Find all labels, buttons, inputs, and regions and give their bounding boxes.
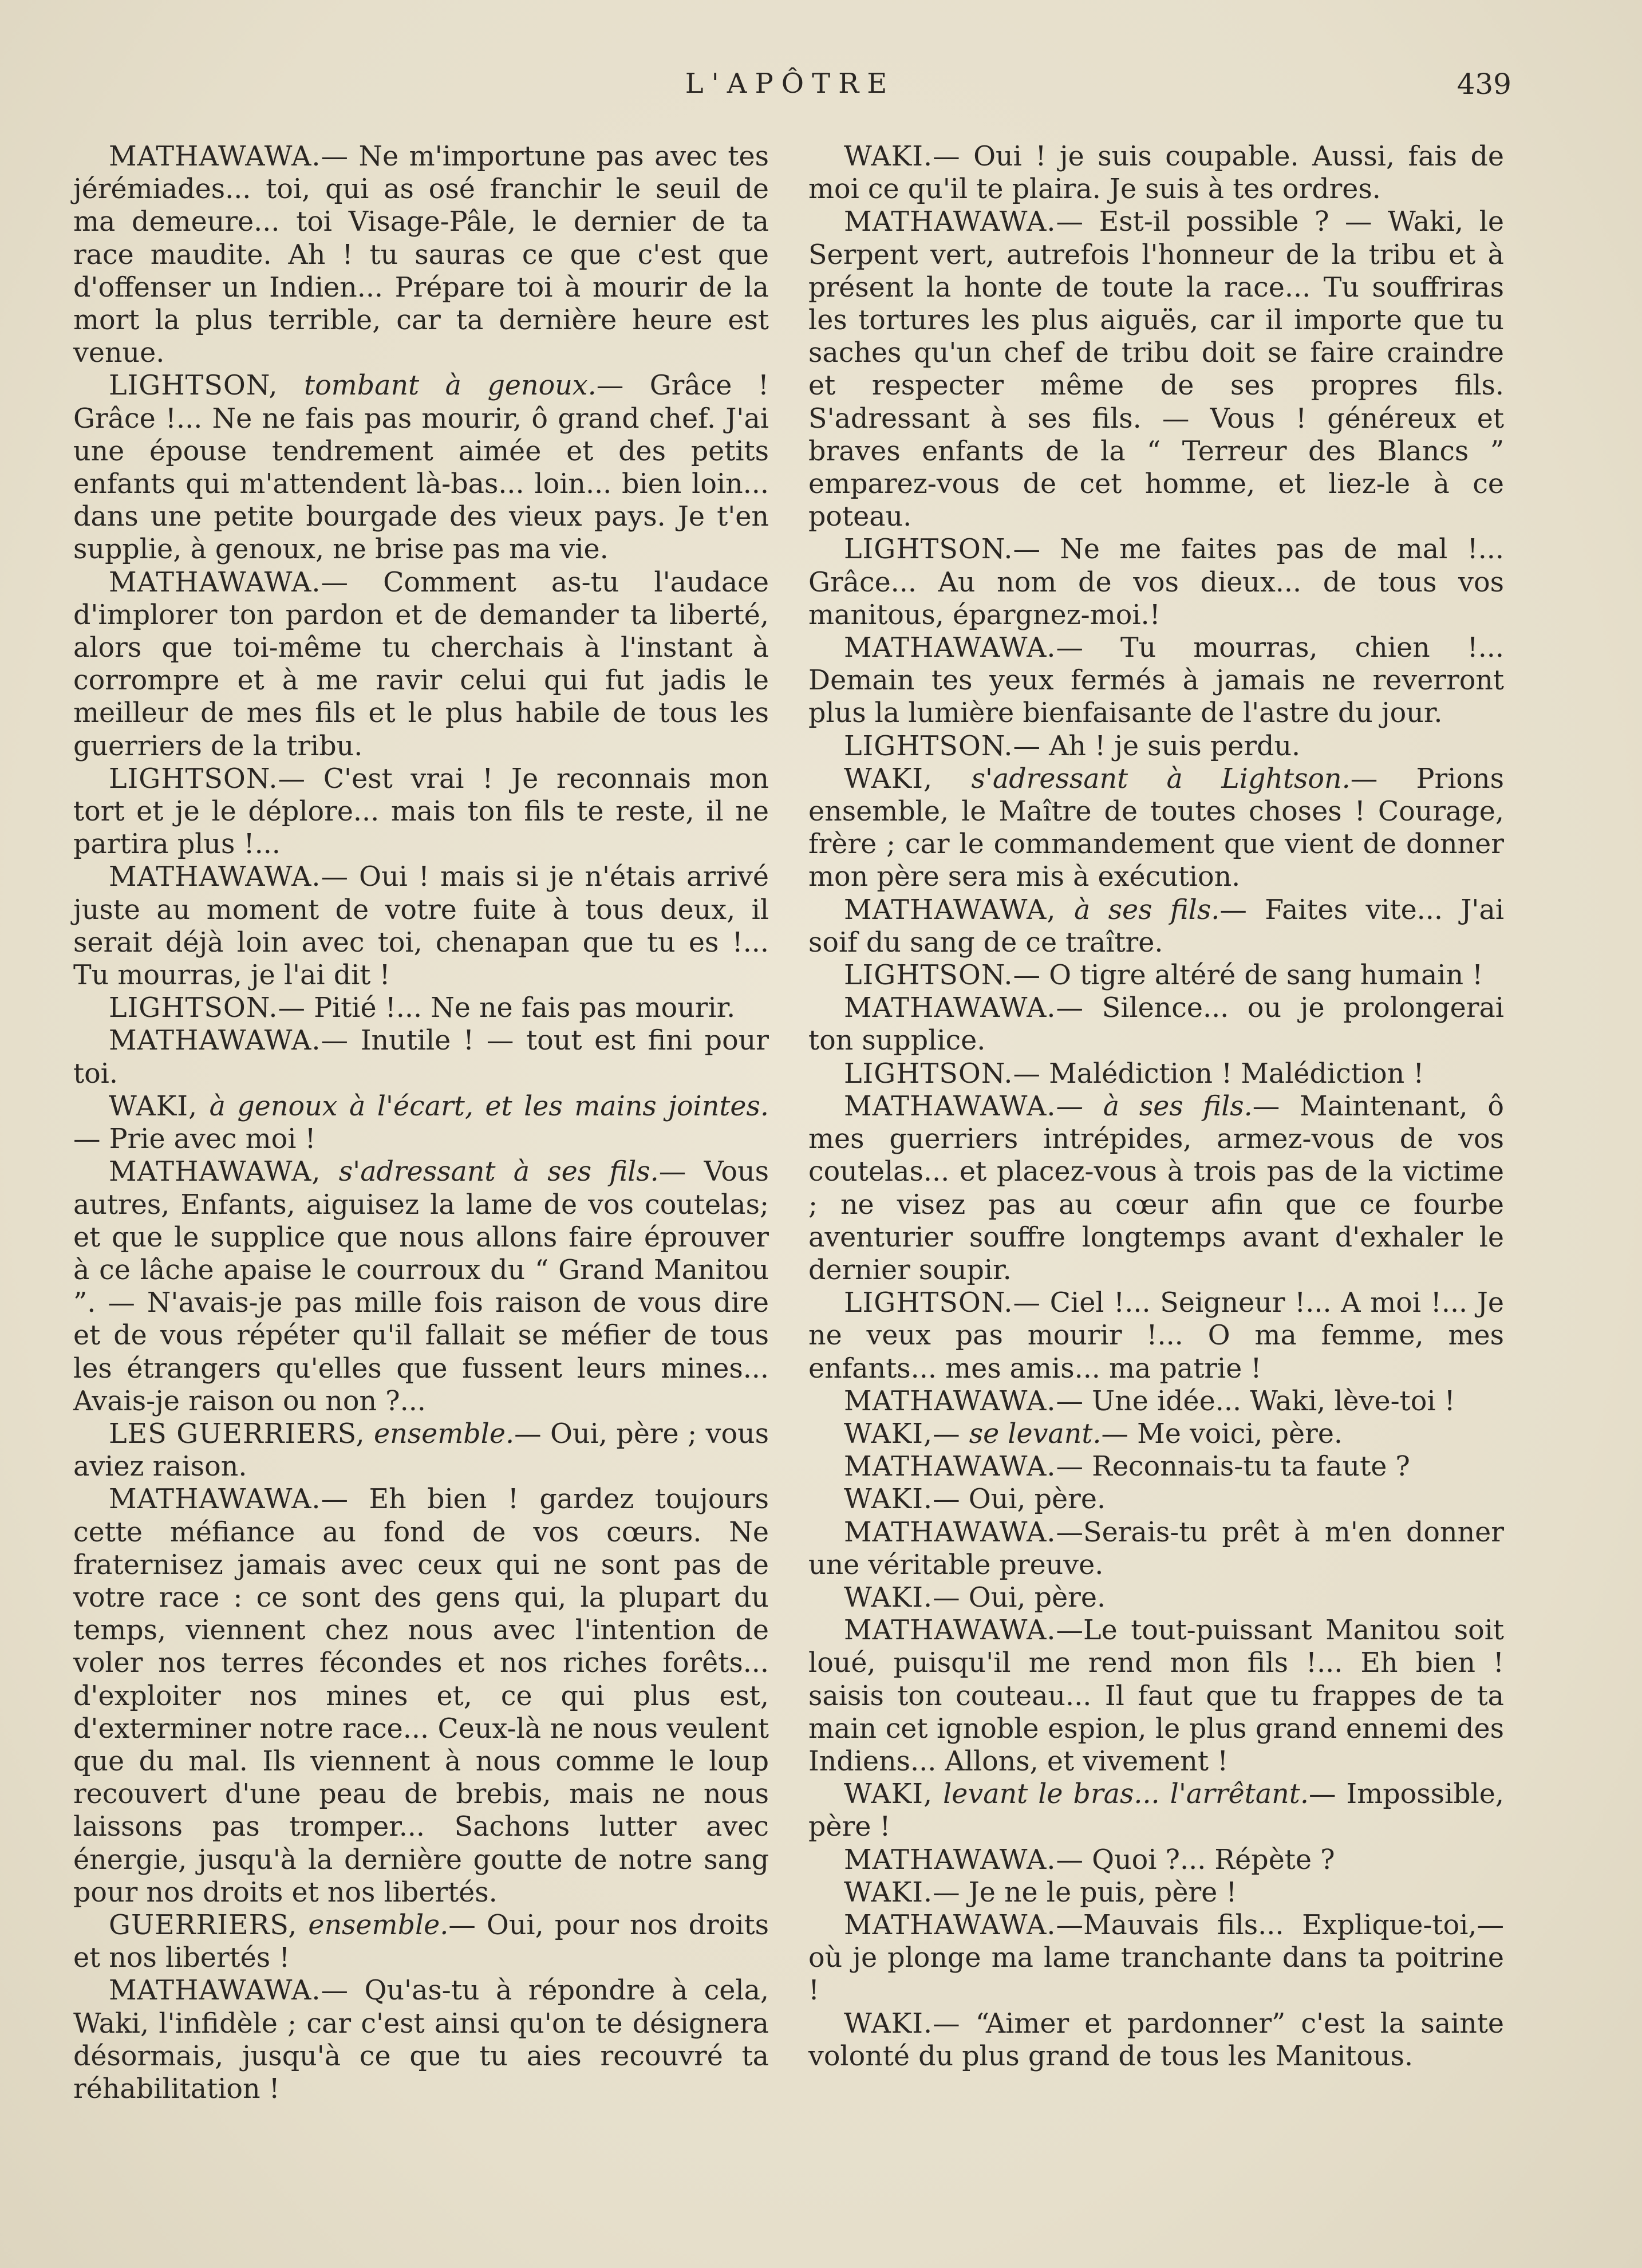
dialogue-paragraph — [808, 894, 1504, 959]
dialogue-text: — Ciel !... Seigneur !... A moi !... Je ne veux pas mourir !... O ma femme, mes enfants... mes amis... ma patrie ! — [808, 1287, 1504, 1385]
dialogue-text: —Mauvais fils... Explique-toi,—où je plonge ma lame tranchante dans ta poitrine ! — [808, 1909, 1504, 2007]
dialogue-text: — Ah ! je suis perdu. — [1013, 730, 1301, 762]
dialogue-text: — Oui ! mais si je n'étais arrivé juste au moment de votre fuite à tous deux, il serait déjà loin avec toi, chenapan que tu es !... Tu mourras, je l'ai dit ! — [73, 861, 769, 992]
speaker-name: MATHAWAWA. — [844, 1385, 1056, 1417]
speaker-name: WAKI. — [844, 2007, 933, 2040]
dialogue-text: — Qu'as-tu à répondre à cela, Waki, l'infidèle ; car c'est ainsi qu'on te désignera désormais, jusqu'à ce que tu aies recouvré ta réhabilitation ! — [73, 1975, 769, 2105]
dialogue-paragraph — [73, 861, 769, 992]
dialogue-text: — Me voici, père. — [1101, 1418, 1343, 1450]
speaker-name: MATHAWAWA. — [109, 1025, 321, 1057]
speaker-name: MATHAWAWA. — [109, 1484, 321, 1516]
dialogue-paragraph — [808, 992, 1504, 1057]
stage-direction: ensemble. — [365, 1418, 515, 1450]
speaker-name: MATHAWAWA. — [109, 861, 321, 893]
stage-direction: — à ses fils. — [1056, 1090, 1253, 1122]
speaker-name: WAKI. — [844, 141, 933, 172]
stage-direction: levant le bras... l'arrêtant. — [933, 1778, 1309, 1811]
speaker-name: MATHAWAWA. — [109, 141, 321, 172]
dialogue-text: — O tigre altéré de sang humain ! — [1013, 960, 1483, 992]
dialogue-paragraph — [808, 2007, 1504, 2073]
speaker-name: WAKI, — [109, 1090, 198, 1122]
dialogue-text: — Je ne le puis, père ! — [933, 1876, 1237, 1908]
dialogue-paragraph — [73, 1090, 769, 1155]
speaker-name: MATHAWAWA, — [844, 894, 1056, 926]
dialogue-text: — Comment as-tu l'audace d'implorer ton pardon et de demander ta liberté, alors que toi-même tu cherchais à l'instant à corrompre et à me ravir celui qui fut jadis le meilleur de mes fils et le plus habile de tous les guerriers de la tribu. — [73, 566, 769, 762]
dialogue-text: — Grâce ! Grâce !... Ne ne fais pas mourir, ô grand chef. J'ai une épouse tendrement aimée et des petits enfants qui m'attendent là-bas... loin... bien loin... dans une petite bourgade des vieux pays. Je t'en supplie, à genoux, ne brise pas ma vie. — [73, 370, 769, 566]
dialogue-paragraph — [73, 1418, 769, 1483]
dialogue-paragraph — [73, 1483, 769, 1909]
dialogue-text: — Pitié !... Ne ne fais pas mourir. — [278, 992, 736, 1024]
dialogue-paragraph — [808, 730, 1504, 763]
dialogue-paragraph — [808, 959, 1504, 992]
speaker-name: MATHAWAWA. — [844, 632, 1056, 664]
dialogue-paragraph — [808, 1614, 1504, 1778]
stage-direction: s'adressant à Lightson. — [933, 763, 1351, 795]
dialogue-paragraph — [808, 1090, 1504, 1287]
speaker-name: MATHAWAWA. — [109, 566, 321, 598]
dialogue-paragraph — [73, 1974, 769, 2105]
speaker-name: WAKI. — [844, 1581, 933, 1614]
dialogue-text: — Malédiction ! Malédiction ! — [1013, 1058, 1424, 1090]
dialogue-text: — Vous autres, Enfants, aiguisez la lame de vos coutelas; et que le supplice que nous allons faire éprouver à ce lâche apaise le courroux du “ Grand Manitou ”. — N'avais-je pas mille fois raison de vous dire et de vous répéter qu'il fallait se méfier de tous les étrangers qu'elles que fussent leurs mines... Avais-je raison ou non ?... — [73, 1156, 769, 1417]
stage-direction: se levant. — [960, 1418, 1102, 1450]
speaker-name: LES GUERRIERS, — [109, 1418, 365, 1450]
dialogue-paragraph — [73, 140, 769, 369]
dialogue-text: — Eh bien ! gardez toujours cette méfiance au fond de vos cœurs. Ne fraternisez jamais avec ceux qui ne sont pas de votre race : ce sont des gens qui, la plupart du temps, viennent chez nous avec l'intention de voler nos terres fécondes et nos riches forêts... d'exploiter nos mines et, ce qui plus est, d'exterminer notre race... Ceux-là ne nous veulent que du mal. Ils viennent à nous comme le loup recouvert d'une peau de brebis, mais ne nous laissons pas tromper... Sachons lutter avec énergie, jusqu'à la dernière goutte de notre sang pour nos droits et nos libertés. — [73, 1484, 769, 1908]
speaker-name: LIGHTSON. — [109, 992, 278, 1024]
stage-direction: à ses fils. — [1056, 894, 1220, 926]
speaker-name: LIGHTSON. — [844, 1287, 1013, 1319]
speaker-name: LIGHTSON, — [109, 370, 278, 402]
dialogue-paragraph — [808, 1581, 1504, 1614]
stage-direction: à genoux à l'écart, et les mains jointes. — [198, 1090, 769, 1122]
dialogue-paragraph — [808, 1418, 1504, 1450]
speaker-name: MATHAWAWA. — [844, 1516, 1056, 1548]
dialogue-paragraph — [808, 1778, 1504, 1843]
speaker-name: MATHAWAWA. — [844, 1090, 1056, 1122]
dialogue-text: — Ne me faites pas de mal !... Grâce... Au nom de vos dieux... de tous vos manitous, épargnez-moi.! — [808, 534, 1504, 631]
speaker-name: WAKI, — [844, 763, 933, 795]
dialogue-text: — “Aimer et pardonner” c'est la sainte volonté du plus grand de tous les Manitous. — [808, 2007, 1504, 2072]
dialogue-text: — Reconnais-tu ta faute ? — [1056, 1451, 1410, 1483]
running-title: L'APÔTRE — [685, 68, 895, 100]
speaker-name: LIGHTSON. — [844, 534, 1013, 566]
dialogue-paragraph — [808, 1385, 1504, 1418]
dialogue-text: — Oui, père. — [933, 1484, 1106, 1516]
speaker-name: MATHAWAWA. — [844, 1844, 1056, 1876]
left-column — [73, 140, 769, 2105]
speaker-name: MATHAWAWA. — [844, 1615, 1056, 1647]
dialogue-paragraph — [73, 566, 769, 763]
page-number: 439 — [1457, 68, 1511, 101]
speaker-name: MATHAWAWA. — [844, 992, 1056, 1024]
dialogue-text: —Le tout-puissant Manitou soit loué, puisqu'il me rend mon fils !... Eh bien ! saisis ton couteau... Il faut que tu frappes de ta main cet ignoble espion, le plus grand ennemi des Indiens... Allons, et vivement ! — [808, 1615, 1504, 1777]
dialogue-paragraph — [73, 1024, 769, 1090]
dialogue-paragraph — [808, 763, 1504, 894]
dialogue-text: — Prions ensemble, le Maître de toutes choses ! Courage, frère ; car le commandement que vient de donner mon père sera mis à exécution. — [808, 763, 1504, 893]
speaker-name: MATHAWAWA. — [109, 1975, 321, 2007]
speaker-name: MATHAWAWA. — [844, 1451, 1056, 1483]
dialogue-text: — Oui ! je suis coupable. Aussi, fais de moi ce qu'il te plaira. Je suis à tes ordres. — [808, 141, 1504, 206]
speaker-name: LIGHTSON. — [844, 1058, 1013, 1090]
dialogue-paragraph — [808, 1876, 1504, 1909]
stage-direction: tombant à genoux. — [278, 370, 597, 402]
stage-direction: s'adressant à ses fils. — [321, 1156, 659, 1188]
dialogue-paragraph — [808, 1516, 1504, 1581]
speaker-name: MATHAWAWA. — [844, 1909, 1056, 1941]
speaker-name: LIGHTSON. — [844, 960, 1013, 992]
speaker-name: WAKI, — [844, 1778, 933, 1811]
dialogue-text: — Une idée... Waki, lève-toi ! — [1056, 1385, 1455, 1417]
dialogue-text: — Tu mourras, chien !... Demain tes yeux fermés à jamais ne reverront plus la lumière bienfaisante de l'astre du jour. — [808, 632, 1504, 729]
stage-direction: ensemble. — [297, 1909, 449, 1941]
speaker-name: LIGHTSON. — [109, 763, 278, 795]
dialogue-text: —Serais-tu prêt à m'en donner une véritable preuve. — [808, 1516, 1504, 1581]
speaker-name: WAKI. — [844, 1876, 933, 1908]
dialogue-paragraph — [808, 1058, 1504, 1090]
dialogue-text: — Faites vite... J'ai soif du sang de ce traître. — [808, 894, 1505, 959]
dialogue-paragraph — [808, 1450, 1504, 1483]
dialogue-text: — Oui, père ; vous aviez raison. — [73, 1418, 769, 1483]
dialogue-text: — Ne m'importune pas avec tes jérémiades... toi, qui as osé franchir le seuil de ma demeure... toi Visage-Pâle, le dernier de ta race maudite. Ah ! tu sauras ce que c'est que d'offenser un Indien... Prépare toi à mourir de la mort la plus terrible, car ta dernière heure est venue. — [73, 141, 769, 369]
speaker-name: WAKI,— — [844, 1418, 961, 1450]
dialogue-text: — Impossible, père ! — [808, 1778, 1504, 1843]
dialogue-text: — C'est vrai ! Je reconnais mon tort et je le déplore... mais ton fils te reste, il ne partira plus !... — [73, 763, 769, 861]
dialogue-paragraph — [73, 992, 769, 1024]
dialogue-paragraph — [808, 632, 1504, 730]
dialogue-paragraph — [808, 1844, 1504, 1876]
speaker-name: MATHAWAWA. — [844, 206, 1056, 238]
speaker-name: GUERRIERS, — [109, 1909, 298, 1941]
dialogue-paragraph — [73, 763, 769, 861]
dialogue-paragraph — [73, 1155, 769, 1418]
dialogue-paragraph — [808, 1287, 1504, 1385]
dialogue-paragraph — [808, 1483, 1504, 1516]
dialogue-paragraph — [808, 206, 1504, 533]
dialogue-paragraph — [808, 140, 1504, 206]
dialogue-text: — Inutile ! — tout est fini pour toi. — [73, 1025, 769, 1090]
dialogue-text: — Oui, pour nos droits et nos libertés ! — [73, 1909, 769, 1974]
right-column — [808, 140, 1504, 2073]
speaker-name: WAKI. — [844, 1484, 933, 1516]
speaker-name: MATHAWAWA, — [109, 1156, 321, 1188]
dialogue-paragraph — [73, 1909, 769, 1974]
dialogue-text: — Oui, père. — [933, 1581, 1106, 1614]
dialogue-paragraph — [808, 533, 1504, 632]
page-header — [69, 68, 1511, 113]
dialogue-text: — Est-il possible ? — Waki, le Serpent vert, autrefois l'honneur de la tribu et à présent la honte de toute la race... Tu souffriras les tortures les plus aiguës, car il importe que tu saches qu'un chef de tribu doit se faire craindre et respecter même de ses propres fils. S'adressant à ses fils. — Vous ! généreux et braves enfants de la “ Terreur des Blancs ” emparez-vous de cet homme, et liez-le à ce poteau. — [808, 206, 1504, 533]
dialogue-paragraph — [808, 1909, 1504, 2007]
dialogue-paragraph — [73, 369, 769, 566]
dialogue-text: — Quoi ?... Répète ? — [1056, 1844, 1335, 1876]
dialogue-text: — Silence... ou je prolongerai ton supplice. — [808, 992, 1504, 1057]
dialogue-text: — Maintenant, ô mes guerriers intrépides, armez-vous de vos coutelas... et placez-vous à trois pas de la victime ; ne visez pas au cœur afin que ce fourbe aventurier souffre longtemps avant d'exhaler le dernier soupir. — [808, 1090, 1504, 1286]
dialogue-text: — Prie avec moi ! — [73, 1123, 316, 1155]
speaker-name: LIGHTSON. — [844, 730, 1013, 762]
